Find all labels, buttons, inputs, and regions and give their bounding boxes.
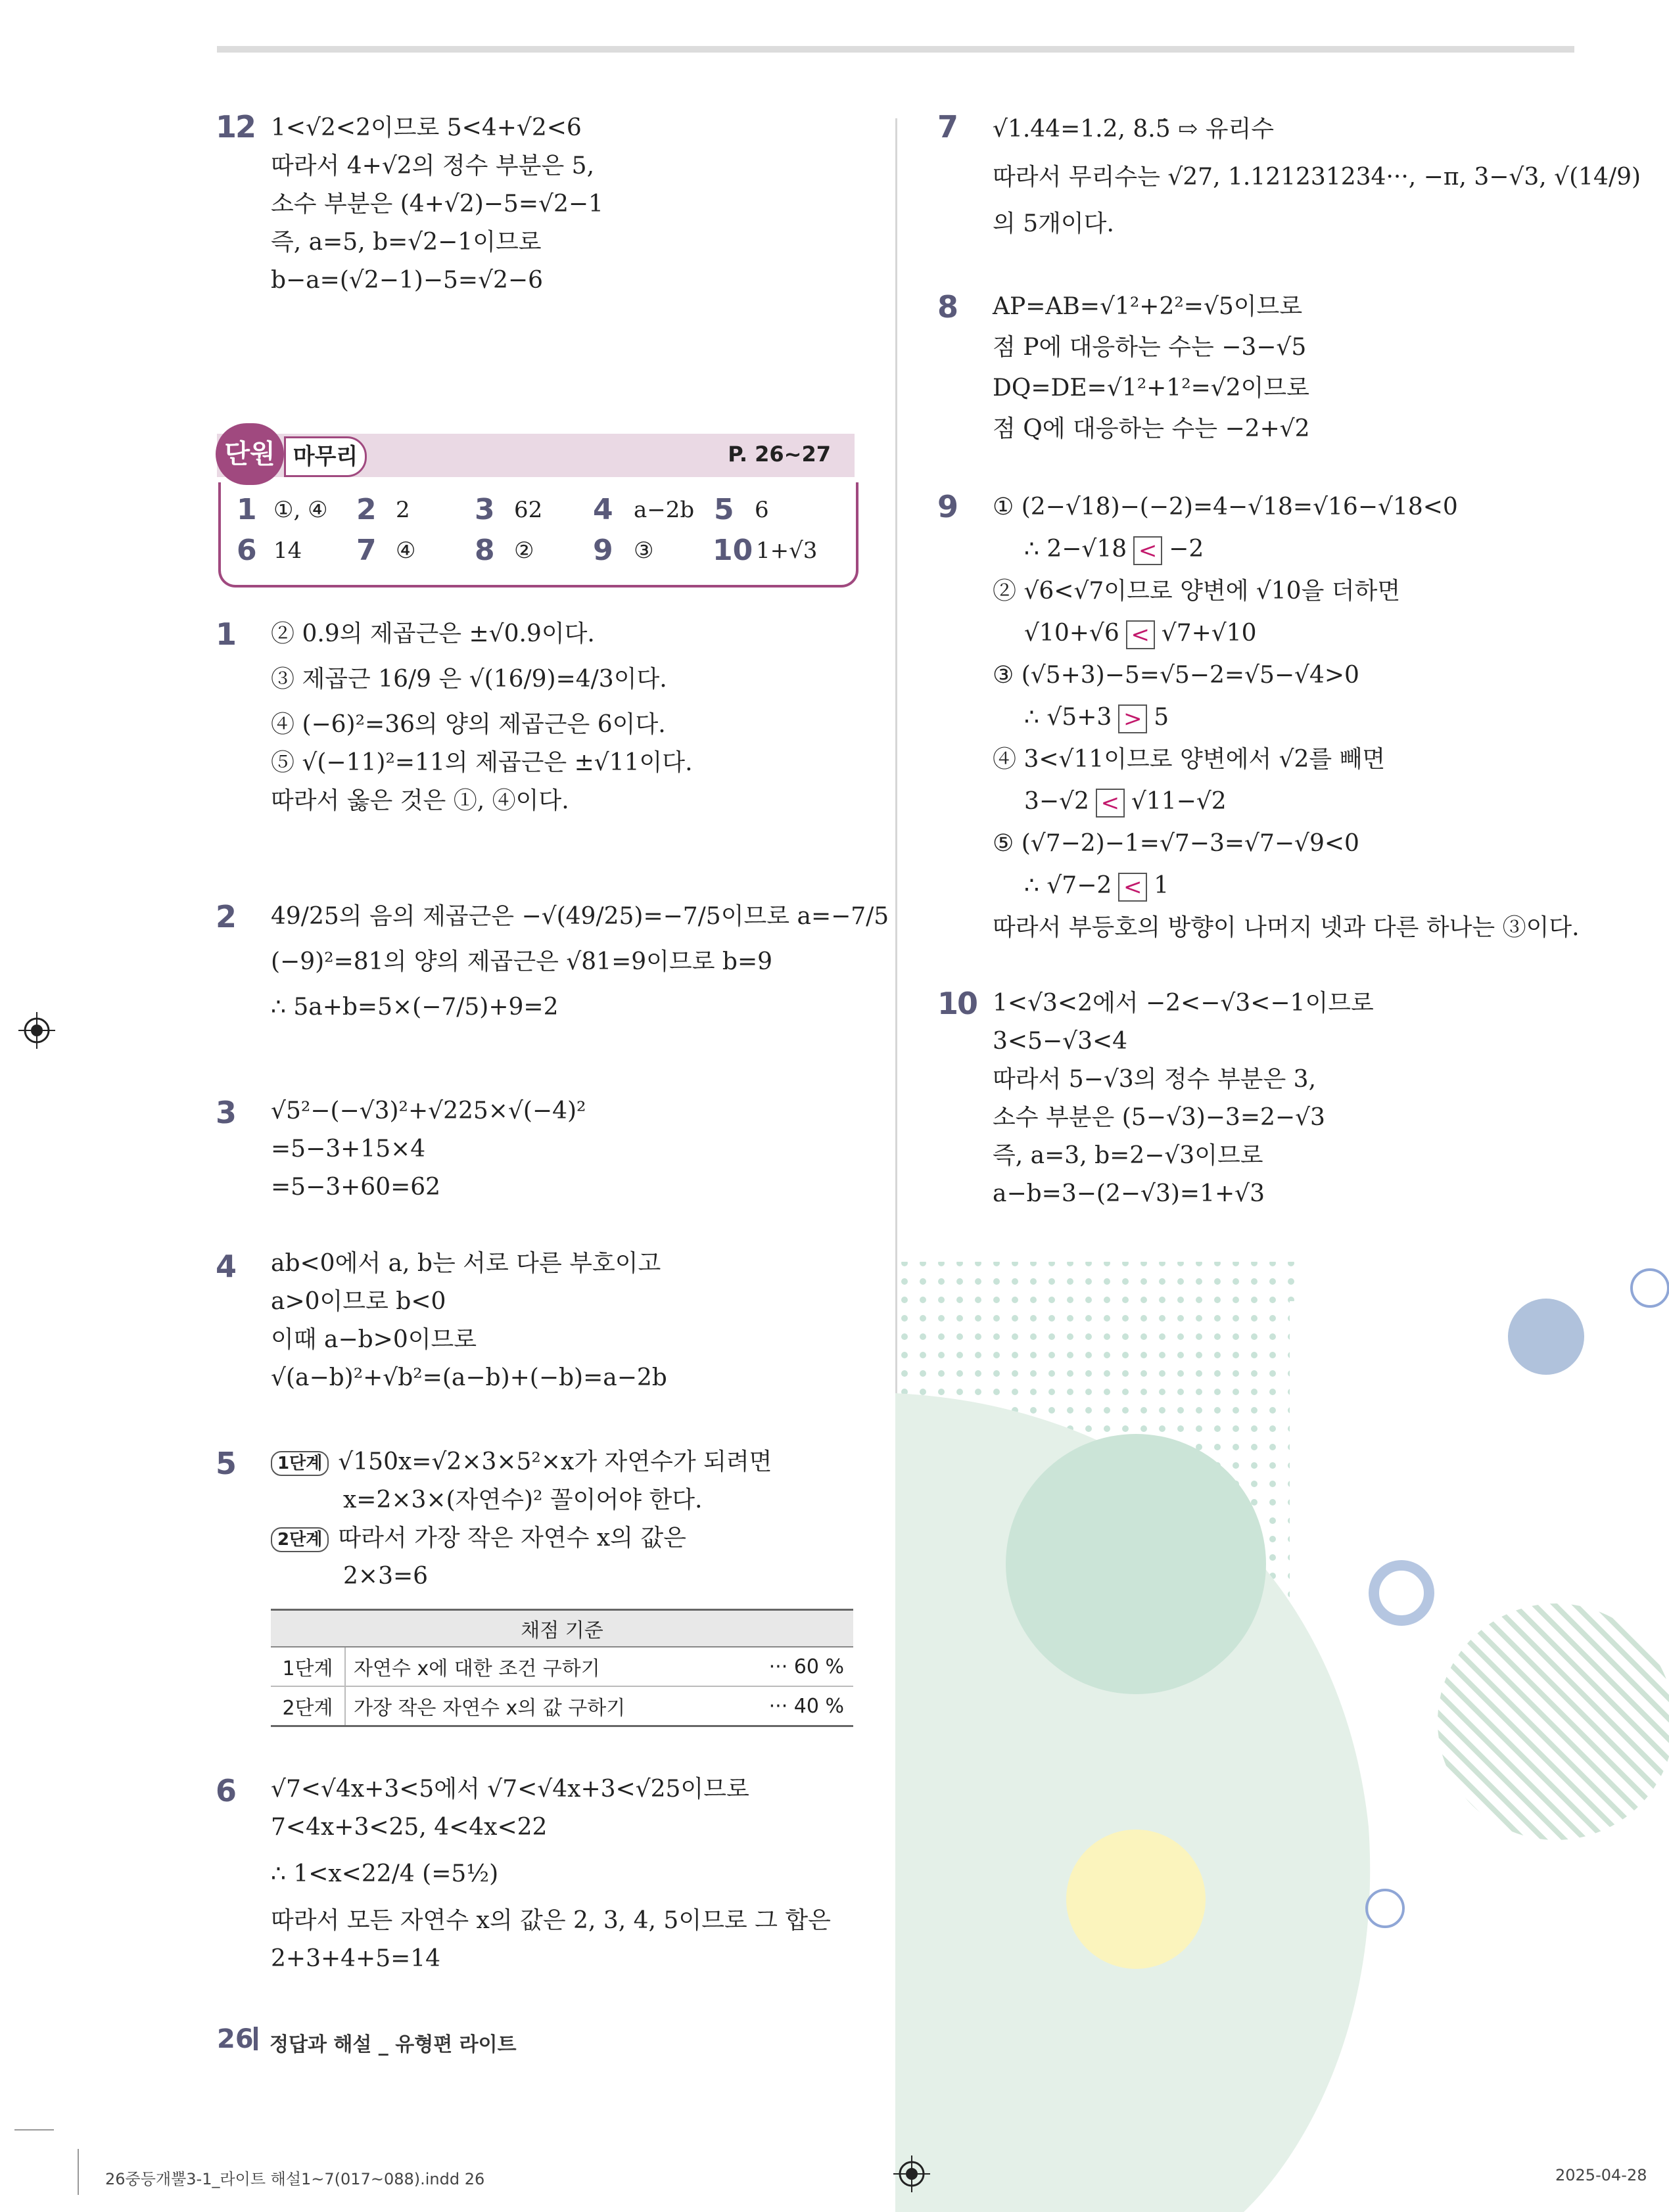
answer-line: ab<0에서 a, b는 서로 다른 부호이고 [271,1250,661,1277]
question-number-1: 1 [216,616,236,652]
answer-line: 점 Q에 대응하는 수는 −2+√2 [993,415,1310,442]
question-number-3: 3 [216,1095,236,1130]
answer-line: ② √6<√7이므로 양변에 √10을 더하면 [993,578,1401,605]
summary-number: 5 [714,493,734,526]
summary-value: 62 [514,497,543,523]
answer-block-9 [993,486,1580,949]
answer-line: ③ (√5+3)−5=√5−2=√5−√4>0 [993,662,1359,689]
crop-mark [78,2149,79,2195]
answer-line: 즉, a=3, b=2−√3이므로 [993,1142,1263,1169]
grading-description: 자연수 x에 대한 조건 구하기 [345,1647,745,1686]
question-number-10: 10 [937,986,977,1021]
answer-line: 5 [1154,704,1169,731]
answer-line: √5²−(−√3)²+√225×√(−4)² [271,1097,586,1124]
answer-line: −2 [1169,536,1204,563]
summary-number: 10 [713,534,753,567]
answer-block-7 [993,109,1641,243]
answer-line: √(a−b)²+√b²=(a−b)+(−b)=a−2b [271,1364,667,1391]
answer-line: √7<√4x+3<5에서 √7<√4x+3<√25이므로 [271,1776,749,1803]
answer-line: √11−√2 [1131,788,1227,815]
grading-table-header: 채점 기준 [271,1610,853,1647]
summary-number: 4 [593,493,613,526]
answer-summary-panel [218,482,858,588]
top-rule [217,46,1574,53]
answer-line: √10+√6 [1024,620,1119,647]
answer-line: 따라서 무리수는 √27, 1.121231234···, −π, 3−√3, √(14/9) [993,164,1641,191]
summary-value: 1+√3 [756,538,818,564]
summary-number: 2 [356,493,377,526]
answer-line: ∴ √5+3 [1024,704,1112,731]
answer-line: 3<5−√3<4 [993,1028,1128,1055]
answer-line: ∴ √7−2 [1024,872,1112,899]
answer-line: 1<√3<2에서 −2<−√3<−1이므로 [993,990,1374,1017]
answer-line: 따라서 부등호의 방향이 나머지 넷과 다른 하나는 ③이다. [993,914,1580,941]
answer-block-10 [993,984,1374,1213]
grading-step: 2단계 [271,1686,345,1726]
yellow-circle [1066,1830,1206,1969]
print-date: 2025-04-28 [1555,2166,1647,2184]
answer-block-6 [271,1770,831,1978]
answer-line: ∴ 5a+b=5×(−7/5)+9=2 [271,994,559,1021]
answer-line: 2×3=6 [343,1563,429,1590]
question-number-8: 8 [937,289,958,325]
answer-line: ② 0.9의 제곱근은 ±√0.9이다. [271,620,595,647]
ring-thick [1374,1565,1429,1621]
question-number-5: 5 [216,1446,236,1481]
file-slug: 26중등개뿔3-1_라이트 해설1~7(017~088).indd 26 [105,2170,485,2188]
summary-value: a−2b [634,497,695,523]
ring-outline [1632,1270,1668,1306]
answer-line: 의 5개이다. [993,210,1114,237]
inequality-box: < [1126,620,1155,649]
striped-circle [1438,1603,1669,1840]
answer-line: 즉, a=5, b=√2−1이므로 [271,229,542,256]
answer-block-1 [271,615,693,820]
green-circle [1006,1434,1266,1694]
summary-value: ② [514,538,534,564]
answer-line: ④ 3<√11이므로 양변에서 √2를 빼면 [993,746,1386,773]
answer-line: √1.44=1.2, 8.5̇ ⇨ 유리수 [993,116,1275,143]
page-number-divider [254,2027,258,2050]
answer-line: x=2×3×(자연수)² 꼴이어야 한다. [343,1486,703,1513]
summary-value: 6 [755,497,769,523]
unit-review-label: 마무리 [284,436,367,477]
question-number-2: 2 [216,899,236,934]
answer-block-12 [271,109,603,300]
summary-number: 9 [593,534,613,567]
grading-step: 1단계 [271,1647,345,1686]
crop-mark [14,2129,54,2131]
summary-number: 3 [475,493,495,526]
answer-line: √7+√10 [1161,620,1257,647]
registration-mark-icon [18,1012,55,1049]
answer-line: 점 P에 대응하는 수는 −3−√5 [993,334,1307,361]
answer-line: DQ=DE=√1²+1²=√2이므로 [993,375,1309,402]
summary-value: ③ [634,538,654,564]
step-2-badge: 2단계 [271,1527,329,1552]
registration-mark-icon [893,2155,930,2192]
summary-number: 6 [237,534,257,567]
grading-score: ··· 60 % [745,1647,853,1686]
inequality-box: < [1096,789,1125,818]
answer-block-3 [271,1092,586,1207]
answer-line: =5−3+60=62 [271,1174,441,1201]
question-number-7: 7 [937,109,958,145]
answer-line: AP=AB=√1²+2²=√5이므로 [993,293,1303,320]
inequality-box: < [1118,873,1147,902]
answer-line: ④ (−6)²=36의 양의 제곱근은 6이다. [271,711,666,738]
table-row [271,1686,853,1726]
question-number-4: 4 [216,1249,236,1284]
ring-outline [1367,1890,1403,1927]
unit-page-range: P. 26~27 [728,442,831,467]
decorative-background [895,1235,1669,2212]
question-number-6: 6 [216,1773,236,1809]
summary-number: 1 [237,493,257,526]
answer-line: ① (2−√18)−(−2)=4−√18=√16−√18<0 [993,494,1458,520]
answer-block-2 [271,894,889,1030]
answer-line: b−a=(√2−1)−5=√2−6 [271,267,543,294]
answer-line: 따라서 4+√2의 정수 부분은 5, [271,152,595,179]
answer-line: =5−3+15×4 [271,1136,426,1163]
answer-line: 소수 부분은 (5−√3)−3=2−√3 [993,1104,1325,1131]
answer-line: 이때 a−b>0이므로 [271,1326,477,1353]
answer-line: a>0이므로 b<0 [271,1288,446,1315]
answer-line: ⑤ √(−11)²=11의 제곱근은 ±√11이다. [271,749,693,776]
answer-line: 49/25의 음의 제곱근은 −√(49/25)=−7/5이므로 a=−7/5 [271,903,889,930]
summary-number: 7 [356,534,377,567]
answer-line: √150x=√2×3×5²×x가 자연수가 되려면 [338,1448,772,1475]
answer-line: 2+3+4+5=14 [271,1945,441,1972]
question-number-12: 12 [216,109,256,145]
answer-line: ③ 제곱근 16/9 은 √(16/9)=4/3이다. [271,666,667,693]
page-number: 26 [217,2024,254,2054]
answer-line: 1<√2<2이므로 5<4+√2<6 [271,114,582,141]
summary-value: 14 [273,538,302,564]
grading-score: ··· 40 % [745,1686,853,1726]
answer-line: 3−√2 [1024,788,1089,815]
answer-block-5 [271,1443,772,1596]
answer-line: ∴ 2−√18 [1024,536,1127,563]
answer-line: 1 [1154,872,1169,899]
answer-line: ⑤ (√7−2)−1=√7−3=√7−√9<0 [993,830,1359,857]
step-1-badge: 1단계 [271,1451,329,1476]
answer-line: 따라서 옳은 것은 ①, ④이다. [271,787,569,814]
answer-line: 7<4x+3<25, 4<4x<22 [271,1814,548,1841]
answer-line: (−9)²=81의 양의 제곱근은 √81=9이므로 b=9 [271,948,773,975]
answer-block-4 [271,1245,667,1397]
answer-line: ∴ 1<x<22/4 (=5½) [271,1860,499,1887]
answer-line: 따라서 모든 자연수 x의 값은 2, 3, 4, 5이므로 그 합은 [271,1907,831,1934]
table-row [271,1647,853,1686]
answer-line: 따라서 가장 작은 자연수 x의 값은 [338,1525,686,1552]
running-footer-title: 정답과 해설 _ 유형편 라이트 [270,2033,517,2056]
unit-badge: 단원 [216,423,284,485]
grading-criteria-table [271,1609,853,1727]
dot-pattern [895,1262,1303,1301]
summary-value: ①, ④ [273,497,328,523]
answer-line: 소수 부분은 (4+√2)−5=√2−1 [271,191,603,218]
inequality-box: > [1118,704,1147,733]
answer-line: 따라서 5−√3의 정수 부분은 3, [993,1066,1317,1093]
grading-description: 가장 작은 자연수 x의 값 구하기 [345,1686,745,1726]
summary-value: ④ [396,538,416,564]
inequality-box: < [1133,536,1162,565]
answer-block-8 [993,287,1310,449]
summary-value: 2 [396,497,410,523]
blue-circle [1508,1299,1584,1375]
summary-number: 8 [475,534,495,567]
answer-line: a−b=3−(2−√3)=1+√3 [993,1180,1265,1207]
question-number-9: 9 [937,489,958,524]
